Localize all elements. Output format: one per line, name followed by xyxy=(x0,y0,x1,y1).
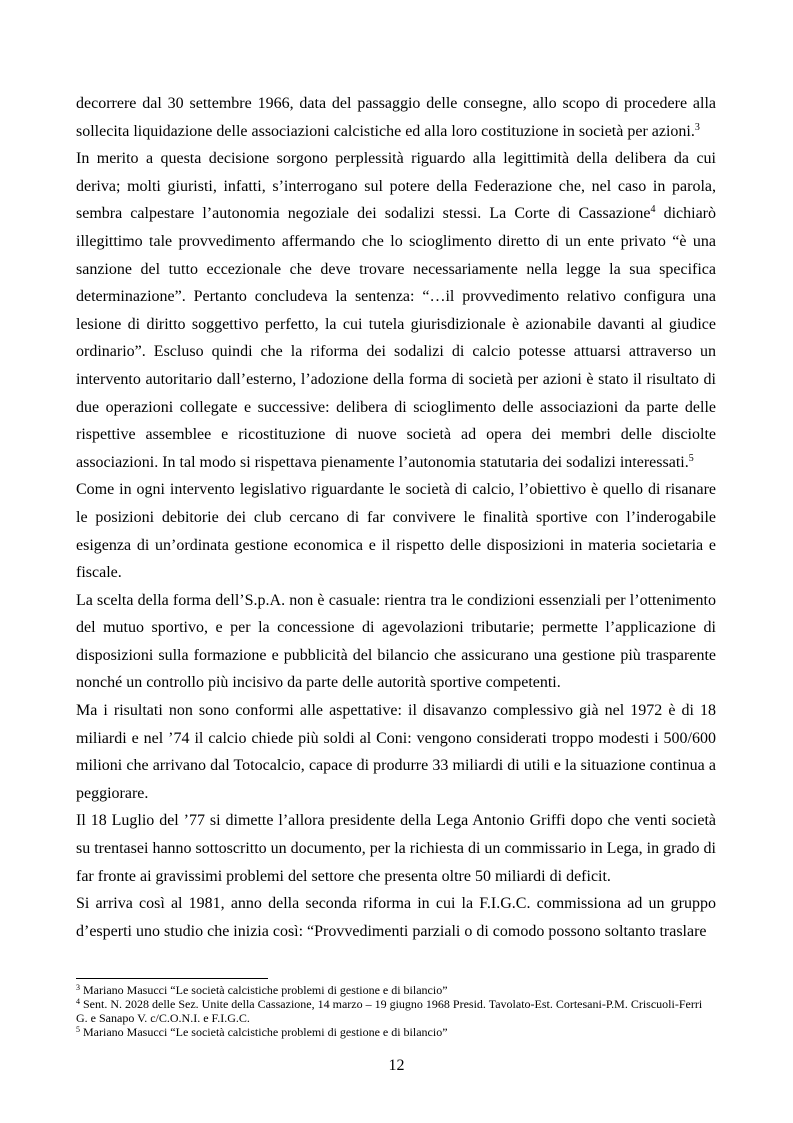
page-number: 12 xyxy=(388,1057,405,1074)
paragraph-1: decorrere dal 30 settembre 1966, data del passaggio delle consegne, allo scopo di procedere alla sollecita liquidazione delle associazioni calcistiche ed alla loro costituzione in società per azioni.$^3$ xyxy=(76,95,716,140)
paragraph-5: Ma i risultati non sono conformi alle aspettative: il disavanzo complessivo già nel 1972 è di 18 miliardi e nel ’74 il calcio chiede più soldi al Coni: vengono considerati troppo modesti i 500/600 milioni che arrivano dal Totocalcio, capace di produrre 33 miliardi di utili e la situazione continua a peggiorare. xyxy=(76,702,716,802)
paragraph-7: Si arriva così al 1981, anno della seconda riforma in cui la F.I.G.C. commissiona ad un gruppo d’esperti uno studio che inizia così: “Provvedimenti parziali o di comodo possono soltanto traslare xyxy=(76,895,716,940)
footnote-ref-3: 3 xyxy=(694,121,700,133)
footnote-3: $^3$ Mariano Masucci “Le società calcistiche problemi di gestione e di bilancio” xyxy=(76,983,448,997)
paragraph-3: Come in ogni intervento legislativo riguardante le società di calcio, l’obiettivo è quello di risanare le posizioni debitorie dei club cercano di far convivere le finalità sportive con l’inderogabile esigenza di un’ordinata gestione economica e il rispetto delle disposizioni in materia societaria e fiscale. xyxy=(76,481,716,582)
paragraph-2: In merito a questa decisione sorgono perplessità riguardo alla legittimità della delibera da cui deriva; molti giuristi, infatti, s’interrogano sul potere della Federazione che, nel caso in parola, sembra calpestare l’autonomia negoziale dei sodalizi stessi. La Corte di Cassazione$^4$ dichiarò illegittimo tale provvedimento affermando che lo scioglimento diretto di un ente privato “è una sanzione del tutto eccezionale che deve trovare necessariamente nella legge la sua specifica determinazione”. Pertanto concludeva la sentenza: “…il provvedimento relativo configura una lesione di diritto soggettivo perfetto, la cui tutela giurisdizionale è azionabile davanti al giudice ordinario”. Escluso quindi che la riforma dei sodalizi di calcio potesse attuarsi attraverso un intervento autoritario dall’esterno, l’adozione della forma di società per azioni è stato il risultato di due operazioni collegate e successive: delibera di scioglimento delle associazioni da parte delle rispettive assemblee e ricostituzione di nuove società ad opera dei membri delle disciolte associazioni. In tal modo si rispettava pienamente l’autonomia statutaria dei sodalizi interessati.$^5$ xyxy=(76,150,717,471)
footnote-ref-5: 5 xyxy=(688,452,694,464)
paragraph-6: Il 18 Luglio del ’77 si dimette l’allora presidente della Lega Antonio Griffi dopo che venti società su trentasei hanno sottoscritto un documento, per la richiesta di un commissario in Lega, in grado di far fronte ai gravissimi problemi del settore che presenta oltre 50 miliardi di deficit. xyxy=(76,812,716,885)
paragraph-4: La scelta della forma dell’S.p.A. non è casuale: rientra tra le condizioni essenziali per l’ottenimento del mutuo sportivo, e per la concessione di agevolazioni tributarie; permette l’applicazione di disposizioni sulla formazione e pubblicità del bilancio che assicurano una gestione più trasparente nonché un controllo più incisivo da parte delle autorità sportive competenti. xyxy=(76,591,716,692)
footnote-5: $^5$ Mariano Masucci “Le società calcistiche problemi di gestione e di bilancio” xyxy=(76,1025,448,1039)
footnote-separator xyxy=(76,978,268,979)
body-text xyxy=(76,90,716,945)
footnote-ref-4: 4 xyxy=(650,204,656,216)
footnotes xyxy=(76,983,716,1039)
footnote-4: $^4$ Sent. N. 2028 delle Sez. Unite della Cassazione, 14 marzo – 19 giugno 1968 Presid. Tavolato-Est. Cortesani-P.M. Criscuoli-Ferri G. e Sanapo V. c/C.O.N.I. e F.I.G.C. xyxy=(76,997,703,1025)
